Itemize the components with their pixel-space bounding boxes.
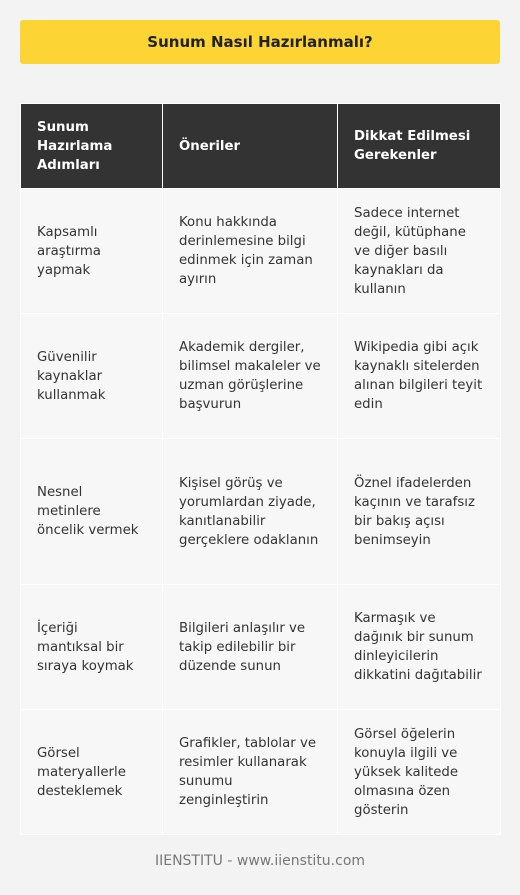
step-cell: Görsel materyallerle desteklemek <box>21 710 163 835</box>
table-row <box>21 314 501 439</box>
table-row <box>21 710 501 835</box>
suggestion-cell: Grafikler, tablolar ve resimler kullanarak sunumu zenginleştirin <box>163 710 338 835</box>
header-steps: Sunum Hazırlama Adımları <box>21 104 163 189</box>
suggestion-cell: Kişisel görüş ve yorumlardan ziyade, kanıtlanabilir gerçeklere odaklanın <box>163 439 338 585</box>
caution-cell: Wikipedia gibi açık kaynaklı sitelerden alınan bilgileri teyit edin <box>338 314 501 439</box>
step-cell: Nesnel metinlere öncelik vermek <box>21 439 163 585</box>
caution-cell: Görsel öğelerin konuyla ilgili ve yüksek kalitede olmasına özen gösterin <box>338 710 501 835</box>
table-row <box>21 585 501 710</box>
caution-cell: Karmaşık ve dağınık bir sunum dinleyicilerin dikkatini dağıtabilir <box>338 585 501 710</box>
page-title: Sunum Nasıl Hazırlanmalı? <box>20 20 500 64</box>
caution-cell: Öznel ifadelerden kaçının ve tarafsız bir bakış açısı benimseyin <box>338 439 501 585</box>
step-cell: Güvenilir kaynaklar kullanmak <box>21 314 163 439</box>
header-suggestions: Öneriler <box>163 104 338 189</box>
step-cell: Kapsamlı araştırma yapmak <box>21 189 163 314</box>
footer-credit: IIENSTITU - www.iienstitu.com <box>154 853 366 869</box>
caution-cell: Sadece internet değil, kütüphane ve diğer basılı kaynakları da kullanın <box>338 189 501 314</box>
table-row <box>21 439 501 585</box>
table-header-row <box>21 104 501 189</box>
table-row <box>21 189 501 314</box>
steps-table <box>20 103 501 835</box>
header-cautions: Dikkat Edilmesi Gerekenler <box>338 104 501 189</box>
suggestion-cell: Bilgileri anlaşılır ve takip edilebilir bir düzende sunun <box>163 585 338 710</box>
step-cell: İçeriği mantıksal bir sıraya koymak <box>21 585 163 710</box>
suggestion-cell: Akademik dergiler, bilimsel makaleler ve uzman görüşlerine başvurun <box>163 314 338 439</box>
suggestion-cell: Konu hakkında derinlemesine bilgi edinmek için zaman ayırın <box>163 189 338 314</box>
